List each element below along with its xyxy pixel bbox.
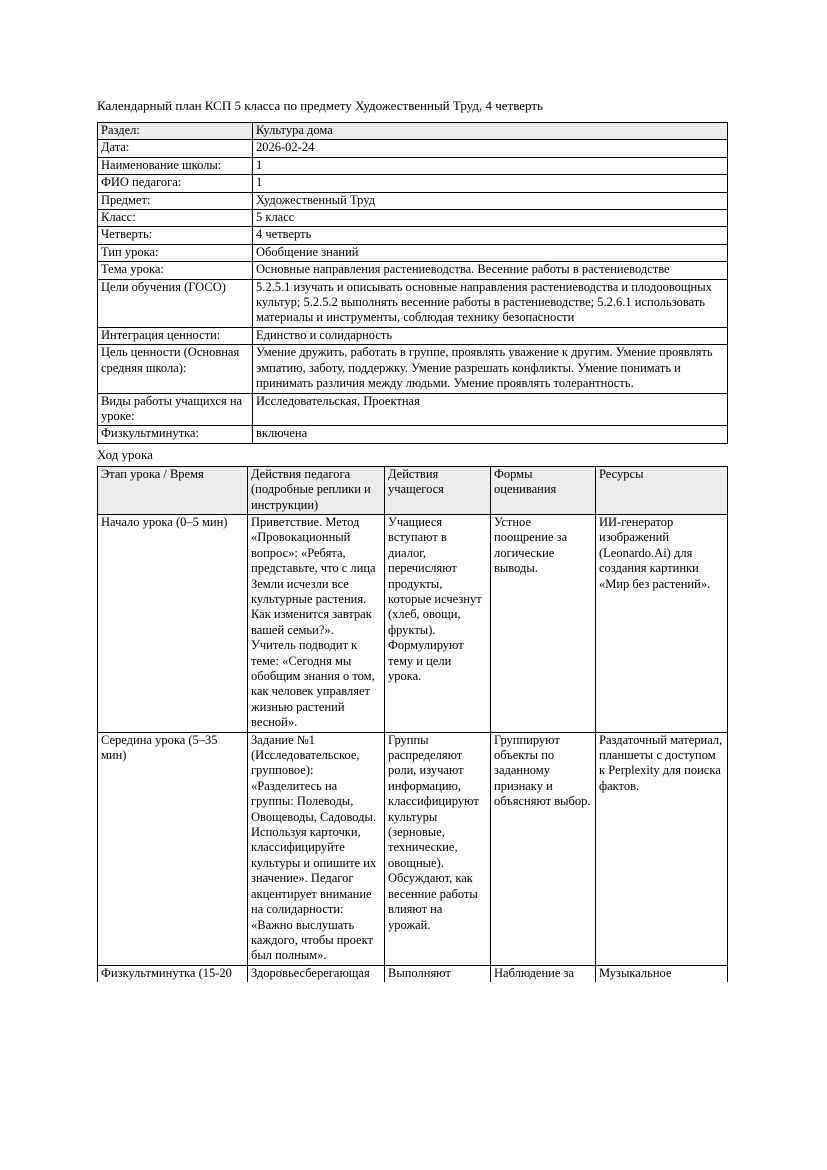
lesson-flow-header-row xyxy=(98,466,728,514)
stage-cell: Начало урока (0–5 мин) xyxy=(98,514,248,732)
info-row-label: ФИО педагога: xyxy=(98,175,253,192)
info-table-row xyxy=(98,426,728,443)
info-row-label: Физкультминутка: xyxy=(98,426,253,443)
info-table-row xyxy=(98,327,728,344)
info-row-value: 1 xyxy=(253,175,728,192)
lesson-flow-row xyxy=(98,732,728,965)
resources-cell: Музыкальное xyxy=(596,965,728,982)
info-row-label: Интеграция ценности: xyxy=(98,327,253,344)
teacher-actions-cell: Здоровьесберегающая xyxy=(248,965,385,982)
info-row-value: Основные направления растениеводства. Весенние работы в растениеводстве xyxy=(253,262,728,279)
lesson-flow-table xyxy=(97,466,728,982)
document-title: Календарный план КСП 5 класса по предмету Художественный Труд, 4 четверть xyxy=(97,98,543,113)
stage-column-header: Этап урока / Время xyxy=(98,466,248,514)
resources-column-header: Ресурсы xyxy=(596,466,728,514)
info-row-label: Цели обучения (ГОСО) xyxy=(98,279,253,327)
info-row-label: Виды работы учащихся на уроке: xyxy=(98,393,253,426)
info-table-row xyxy=(98,140,728,157)
info-row-value: Исследовательская, Проектная xyxy=(253,393,728,426)
student-actions-cell: Группы распределяют роли, изучают информацию, классифицируют культуры (зерновые, технические, овощные). Обсуждают, как весенние работы влияют на урожай. xyxy=(385,732,491,965)
info-row-value: Культура дома xyxy=(253,123,728,140)
resources-cell: Раздаточный материал, планшеты с доступом к Perplexity для поиска фактов. xyxy=(596,732,728,965)
info-row-value: включена xyxy=(253,426,728,443)
assessment-cell: Устное поощрение за логические выводы. xyxy=(491,514,596,732)
stage-cell: Физкультминутка (15-20 xyxy=(98,965,248,982)
info-table-row xyxy=(98,123,728,140)
info-table-row xyxy=(98,262,728,279)
info-row-label: Раздел: xyxy=(98,123,253,140)
lesson-flow-heading: Ход урока xyxy=(97,446,153,462)
assessment-cell: Наблюдение за xyxy=(491,965,596,982)
teacher-actions-column-header: Действия педагога (подробные реплики и инструкции) xyxy=(248,466,385,514)
student-actions-cell: Выполняют xyxy=(385,965,491,982)
info-row-value: Единство и солидарность xyxy=(253,327,728,344)
info-row-value: 4 четверть xyxy=(253,227,728,244)
info-row-label: Наименование школы: xyxy=(98,157,253,174)
info-table-row xyxy=(98,244,728,261)
resources-cell: ИИ-генератор изображений (Leonardo.Ai) для создания картинки «Мир без растений». xyxy=(596,514,728,732)
info-row-value: 5.2.5.1 изучать и описывать основные направления растениеводства и плодоовощных культур; 5.2.5.2 выполнять весенние работы в растениеводстве; 5.2.6.1 использовать материалы и инструменты, соблюдая технику безопасности xyxy=(253,279,728,327)
info-row-value: 5 класс xyxy=(253,210,728,227)
assessment-column-header: Формы оценивания xyxy=(491,466,596,514)
info-table-row xyxy=(98,227,728,244)
info-row-label: Предмет: xyxy=(98,192,253,209)
info-table-row xyxy=(98,345,728,393)
stage-cell: Середина урока (5–35 мин) xyxy=(98,732,248,965)
student-actions-cell: Учащиеся вступают в диалог, перечисляют продукты, которые исчезнут (хлеб, овощи, фрукты). Формулируют тему и цели урока. xyxy=(385,514,491,732)
info-row-value: Обобщение знаний xyxy=(253,244,728,261)
info-table-row xyxy=(98,157,728,174)
info-table-row xyxy=(98,175,728,192)
teacher-actions-cell: Приветствие. Метод «Провокационный вопрос»: «Ребята, представьте, что с лица Земли исчезли все культурные растения. Как изменится завтрак вашей семьи?». Учитель подводит к теме: «Сегодня мы обобщим знания о том, как человек управляет жизнью растений весной». xyxy=(248,514,385,732)
info-row-label: Тема урока: xyxy=(98,262,253,279)
info-row-value: 1 xyxy=(253,157,728,174)
info-table-row xyxy=(98,210,728,227)
info-row-label: Дата: xyxy=(98,140,253,157)
lesson-info-table xyxy=(97,122,728,444)
info-row-label: Четверть: xyxy=(98,227,253,244)
teacher-actions-cell: Задание №1 (Исследовательское, групповое): «Разделитесь на группы: Полеводы, Овощеводы, Садоводы. Используя карточки, классифицируйте культуры и опишите их значение». Педагог акцентирует внимание на солидарности: «Важно выслушать каждого, чтобы проект был полным». xyxy=(248,732,385,965)
info-row-label: Тип урока: xyxy=(98,244,253,261)
lesson-flow-row xyxy=(98,965,728,982)
info-table-row xyxy=(98,192,728,209)
info-table-row xyxy=(98,393,728,426)
info-table-row xyxy=(98,279,728,327)
info-row-value: Художественный Труд xyxy=(253,192,728,209)
document-page xyxy=(97,98,728,982)
student-actions-column-header: Действия учащегося xyxy=(385,466,491,514)
info-row-label: Цель ценности (Основная средняя школа): xyxy=(98,345,253,393)
assessment-cell: Группируют объекты по заданному признаку и объясняют выбор. xyxy=(491,732,596,965)
info-row-label: Класс: xyxy=(98,210,253,227)
lesson-flow-row xyxy=(98,514,728,732)
info-row-value: 2026-02-24 xyxy=(253,140,728,157)
info-row-value: Умение дружить, работать в группе, проявлять уважение к другим. Умение проявлять эмпатию, заботу, поддержку. Умение разрешать конфликты. Умение понимать и принимать различия между людьми. Умение проявлять толерантность. xyxy=(253,345,728,393)
